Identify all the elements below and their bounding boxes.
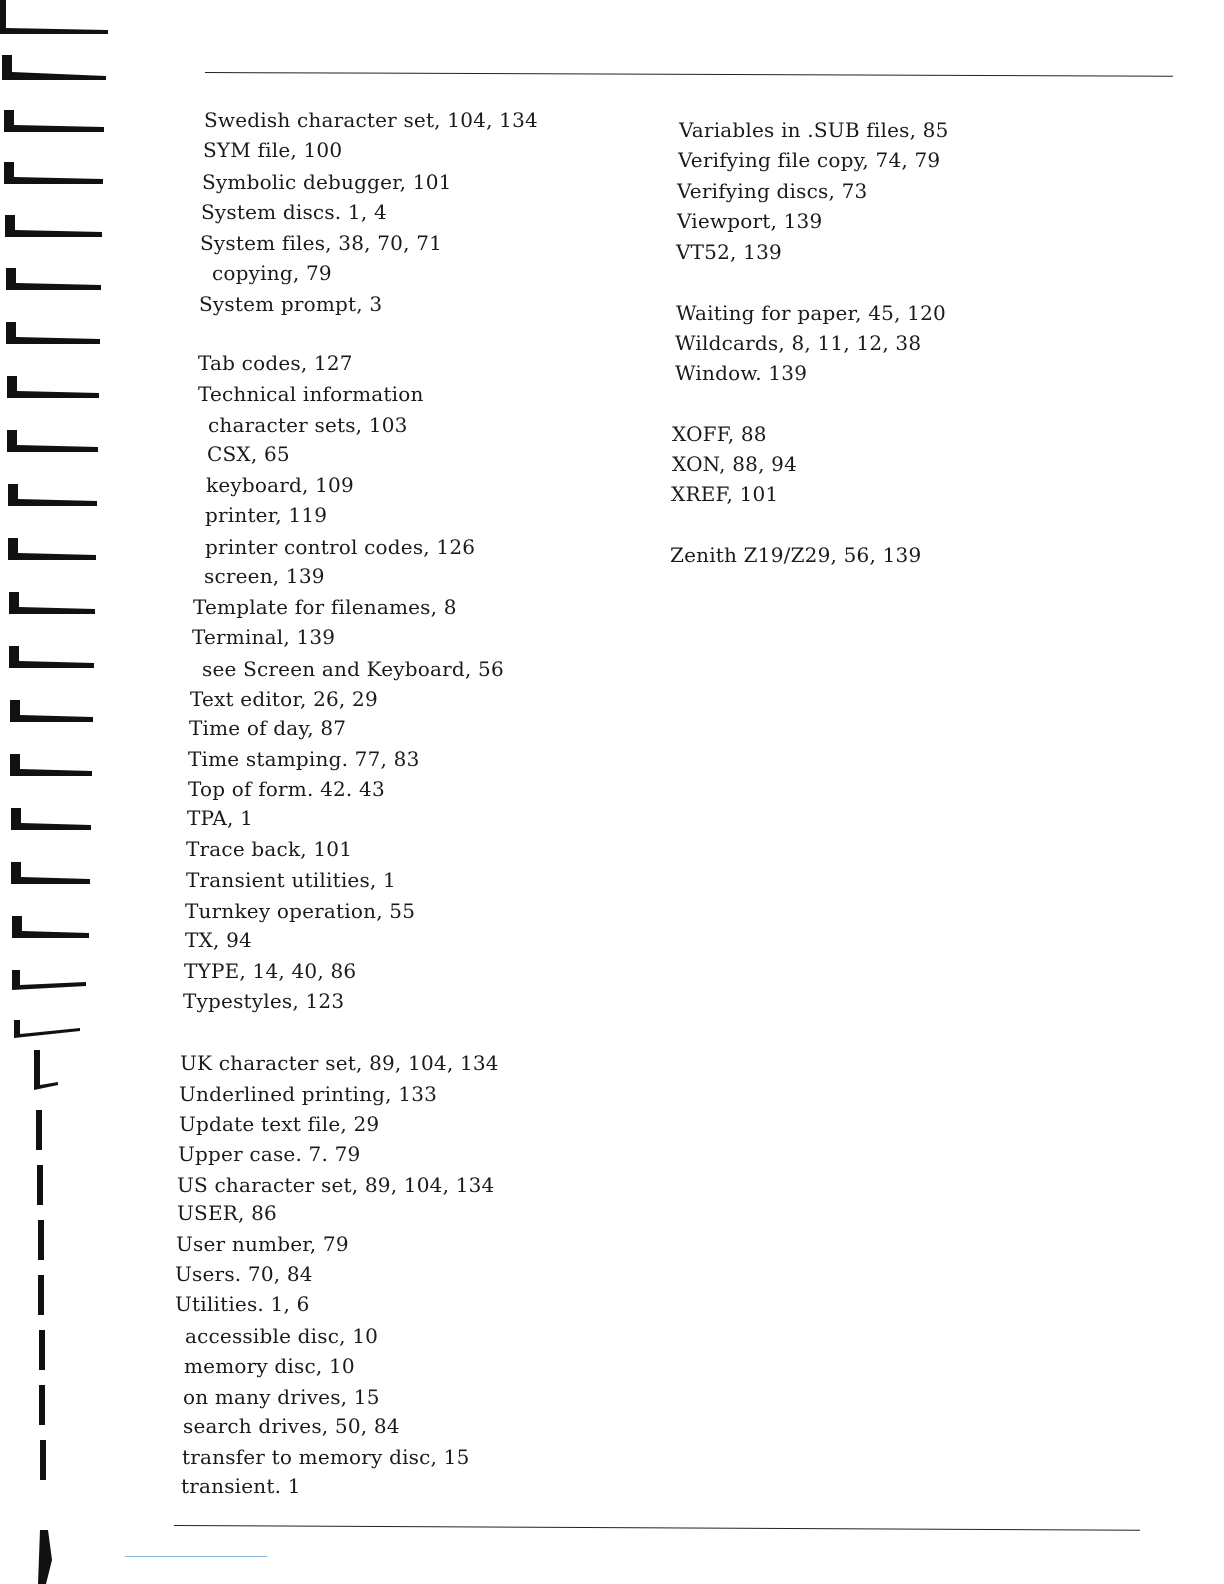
index-left-entry: Utilities. 1, 6 [175, 1292, 310, 1316]
index-left-entry: UK character set, 89, 104, 134 [180, 1051, 499, 1075]
index-left-entry: SYM file, 100 [203, 138, 343, 162]
index-left-entry: screen, 139 [204, 564, 325, 588]
index-left-entry: Transient utilities, 1 [186, 868, 396, 892]
index-left-entry: printer control codes, 126 [205, 535, 476, 559]
index-left-entry: printer, 119 [205, 503, 328, 527]
binding-marks [0, 0, 110, 1584]
index-left-entry: User number, 79 [176, 1232, 349, 1256]
index-right-entry: Variables in .SUB files, 85 [679, 118, 949, 142]
index-left-entry: Upper case. 7. 79 [178, 1142, 361, 1166]
index-left-entry: TPA, 1 [187, 806, 254, 830]
index-left-entry: System prompt, 3 [199, 292, 383, 316]
footer-stub-line [125, 1556, 267, 1557]
index-right-entry: VT52, 139 [676, 240, 782, 264]
index-left-entry: search drives, 50, 84 [183, 1414, 400, 1438]
index-right-entry: Verifying file copy, 74, 79 [678, 148, 941, 172]
index-left-entry: Text editor, 26, 29 [190, 687, 378, 711]
index-left-entry: System discs. 1, 4 [201, 200, 387, 224]
index-left-entry: Time of day, 87 [189, 716, 347, 740]
index-left-entry: Top of form. 42. 43 [188, 777, 385, 801]
index-left-entry: Swedish character set, 104, 134 [204, 108, 538, 132]
index-left-entry: Tab codes, 127 [198, 351, 353, 375]
index-right-entry: Viewport, 139 [677, 209, 823, 233]
index-left-entry: Typestyles, 123 [183, 989, 345, 1013]
index-left-entry: Time stamping. 77, 83 [188, 747, 420, 771]
bottom-rule [174, 1525, 1140, 1531]
index-left-entry: Update text file, 29 [179, 1112, 380, 1136]
index-left-entry: memory disc, 10 [184, 1354, 355, 1378]
index-left-entry: US character set, 89, 104, 134 [177, 1173, 495, 1197]
index-left-entry: Turnkey operation, 55 [185, 899, 416, 923]
index-right-entry: XOFF, 88 [672, 422, 767, 446]
index-left-entry: Symbolic debugger, 101 [202, 170, 452, 194]
index-left-entry: transfer to memory disc, 15 [182, 1445, 470, 1469]
index-left-entry: Users. 70, 84 [175, 1262, 313, 1286]
index-left-entry: see Screen and Keyboard, 56 [202, 657, 504, 681]
index-left-entry: Trace back, 101 [186, 837, 353, 861]
index-left-entry: copying, 79 [212, 261, 332, 285]
index-left-entry: Template for filenames, 8 [193, 595, 457, 619]
index-left-entry: TYPE, 14, 40, 86 [184, 959, 357, 983]
index-left-entry: keyboard, 109 [206, 473, 354, 497]
index-left-entry: on many drives, 15 [183, 1385, 380, 1409]
index-left-entry: Terminal, 139 [192, 625, 336, 649]
index-left-entry: USER, 86 [177, 1201, 277, 1225]
index-left-entry: accessible disc, 10 [185, 1324, 379, 1348]
index-left-entry: CSX, 65 [207, 442, 290, 466]
index-right-entry: Wildcards, 8, 11, 12, 38 [675, 331, 922, 355]
index-right-entry: Verifying discs, 73 [677, 179, 868, 203]
index-right-entry: Window. 139 [675, 361, 808, 385]
index-left-entry: character sets, 103 [208, 413, 408, 437]
index-right-entry: XON, 88, 94 [672, 452, 798, 476]
index-left-entry: Technical information [198, 382, 424, 406]
index-left-entry: System files, 38, 70, 71 [200, 231, 443, 255]
index-right-entry: Waiting for paper, 45, 120 [676, 301, 946, 325]
index-right-entry: XREF, 101 [671, 482, 779, 506]
index-left-entry: transient. 1 [181, 1474, 301, 1498]
top-rule [205, 72, 1173, 77]
index-left-entry: TX, 94 [185, 928, 252, 952]
index-right-entry: Zenith Z19/Z29, 56, 139 [670, 543, 922, 567]
index-left-entry: Underlined printing, 133 [179, 1082, 438, 1106]
